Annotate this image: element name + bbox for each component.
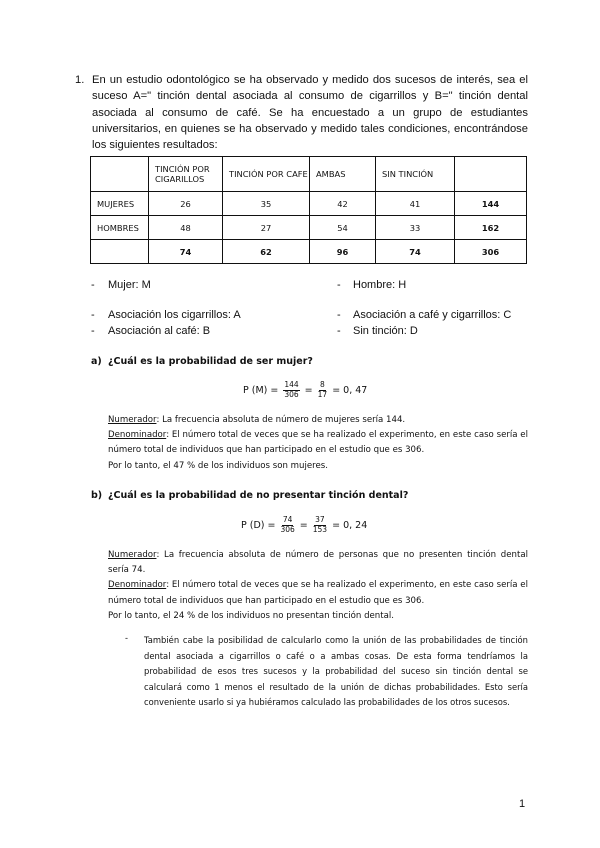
fraction-numerator: 144 [284, 380, 299, 389]
header-cell: AMBAS [310, 157, 376, 192]
table-row-totals [91, 240, 527, 264]
header-cell [455, 157, 527, 192]
denominador-text: : El número total de veces que se ha realizado el experimento, en este caso sería el número total de individuos que han participado en el estudio que es 306. [108, 580, 528, 606]
bullet-dash: - [91, 279, 95, 291]
question-number: 1. [75, 74, 85, 86]
fraction-numerator: 74 [282, 515, 293, 524]
table-cell: 48 [149, 216, 223, 240]
bullet-dash: - [337, 325, 341, 337]
bullet-dash: - [337, 309, 341, 321]
table-cell: 41 [376, 192, 455, 216]
header-cell: TINCIÓN POR CIGARILLOS [149, 157, 223, 192]
numerador-text: : La frecuencia absoluta de número de mujeres sería 144. [156, 415, 406, 425]
bullet-dash: - [91, 325, 95, 337]
row-total: 144 [455, 192, 527, 216]
numerador-line [108, 413, 528, 428]
table-cell: 54 [310, 216, 376, 240]
table-row [91, 216, 527, 240]
formula-result: = 0, 47 [332, 384, 368, 396]
part-b-explanation [108, 548, 528, 624]
table-cell: 35 [223, 192, 310, 216]
part-b-note: También cabe la posibilidad de calcularlo como la unión de las probabilidades de tinción dental asociada a cigarrillos o café o a ambas cosas. De esta forma tendríamos la probabilidad de esos tres sucesos y la probabilidad del suceso sin tinción dental se calculará como 1 menos el resultado de la unión de dichas probabilidades. Esto sería conveniente usarlo si ya hubiéramos calculado las probabilidades de los otros sucesos. [144, 635, 528, 708]
results-table [90, 156, 527, 264]
conclusion: Por lo tanto, el 47 % de los individuos son mujeres. [108, 460, 329, 471]
part-a-label: a) [91, 356, 102, 367]
table-cell: 27 [223, 216, 310, 240]
conclusion: Por lo tanto, el 24 % de los individuos no presentan tinción dental. [108, 610, 395, 621]
table-cell: 33 [376, 216, 455, 240]
question-1 [75, 72, 528, 153]
denominador-label: Denominador [108, 430, 167, 441]
fraction [283, 381, 299, 399]
page-number: 1 [519, 798, 526, 810]
fraction-denominator: 17 [317, 389, 328, 399]
legend-item: Asociación los cigarrillos: A [108, 309, 241, 321]
table-row [91, 192, 527, 216]
row-label [91, 240, 149, 264]
formula-result: = 0, 24 [332, 519, 368, 531]
legend-item: Mujer: M [108, 279, 151, 291]
fraction-numerator: 37 [315, 515, 325, 524]
grand-total: 306 [455, 240, 527, 264]
bullet-dash: - [337, 279, 341, 291]
fraction [313, 516, 327, 534]
column-total: 96 [310, 240, 376, 264]
part-b-label: b) [91, 490, 103, 501]
fraction-numerator: 8 [320, 380, 325, 389]
formula-equals: = [304, 384, 313, 396]
denominador-text: : El número total de veces que se ha realizado el experimento, en este caso sería el número total de individuos que han participado en el estudio que es 306. [108, 430, 528, 456]
header-cell: SIN TINCIÓN [376, 157, 455, 192]
row-label: HOMBRES [91, 216, 149, 240]
denominador-line [108, 428, 528, 458]
table-cell: 26 [149, 192, 223, 216]
column-total: 74 [149, 240, 223, 264]
legend-item: Asociación al café: B [108, 325, 211, 337]
part-a-explanation [108, 413, 528, 474]
part-a-question: ¿Cuál es la probabilidad de ser mujer? [108, 356, 313, 367]
legend-item: Hombre: H [353, 279, 407, 291]
part-b-heading [91, 490, 408, 501]
question-text: En un estudio odontológico se ha observado y medido dos sucesos de interés, sea el suceso A=" tinción dental asociada al consumo de cigarrillos y B=" tinción dental asociada al consumo de café. Se ha encuestado a un grupo de estudiantes universitarios, en quienes se ha observado y medido tales condiciones, encontrándose los siguientes resultados: [92, 74, 528, 152]
formula-equals: = [299, 519, 308, 531]
formula-lhs: P (D) = [241, 519, 276, 531]
column-total: 62 [223, 240, 310, 264]
legend-item: Sin tinción: D [353, 325, 418, 337]
fraction-denominator: 306 [280, 524, 295, 534]
formula-a [243, 381, 367, 399]
table-header-row [91, 157, 527, 192]
bullet-dash: - [91, 309, 95, 321]
formula-b [241, 516, 367, 534]
fraction [318, 381, 328, 399]
column-total: 74 [376, 240, 455, 264]
header-cell [91, 157, 149, 192]
header-cell: TINCIÓN POR CAFE [223, 157, 310, 192]
denominador-label: Denominador [108, 580, 167, 591]
table-cell: 42 [310, 192, 376, 216]
legend-item: Asociación a café y cigarrillos: C [353, 309, 512, 321]
fraction-denominator: 153 [312, 524, 328, 534]
note-dash: - [125, 633, 128, 643]
fraction [280, 516, 294, 534]
numerador-text: : La frecuencia absoluta de número de personas que no presenten tinción dental sería 74. [108, 550, 528, 576]
row-total: 162 [455, 216, 527, 240]
row-label: MUJERES [91, 192, 149, 216]
numerador-label: Numerador [108, 550, 157, 560]
numerador-label: Numerador [108, 415, 157, 425]
fraction-denominator: 306 [284, 389, 299, 399]
part-a-heading [91, 356, 313, 367]
part-b-question: ¿Cuál es la probabilidad de no presentar tinción dental? [108, 490, 409, 501]
denominador-line [108, 578, 528, 608]
numerador-line [108, 548, 528, 578]
formula-lhs: P (M) = [243, 384, 279, 396]
